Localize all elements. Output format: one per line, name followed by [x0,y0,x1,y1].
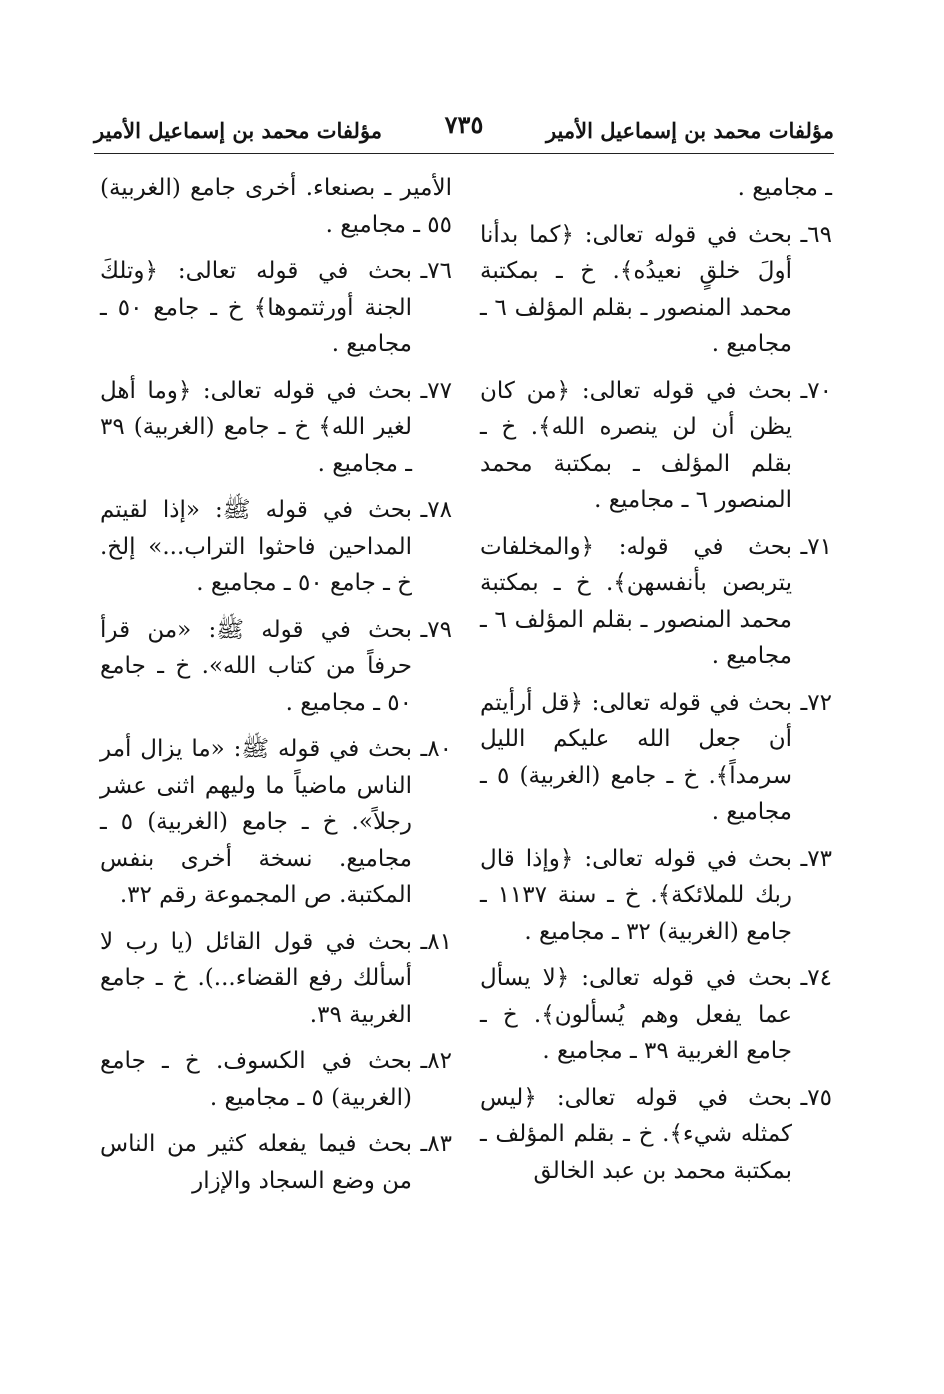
entry-text: بحث في قوله: ﴿والمخلفات يتربصن بأنفسهن﴾. خ ـ بمكتبة محمد المنصور ـ بقلم المؤلف ٦ ـ مجاميع . [480,533,792,669]
bibliography-entry [480,685,832,831]
bibliography-entry [480,960,832,1070]
entry-number: ٧٨ـ [420,497,452,523]
bibliography-entry [100,492,452,602]
entry-text: بحث في قوله تعالى: ﴿وإذا قال ربك للملائكة﴾. خ ـ سنة ١١٣٧ ـ جامع (الغربية) ٣٢ ـ مجاميع . [480,845,792,945]
entry-number: ٨٢ـ [420,1048,452,1074]
entry-text: بحث في قوله تعالى: ﴿لا يسأل عما يفعل وهم يُسألون﴾. خ ـ جامع الغربية ٣٩ ـ مجاميع . [480,965,792,1064]
bibliography-entry [480,373,832,519]
entry-number: ٧٠ـ [800,377,832,404]
entry-text: بحث في قوله تعالى: ﴿ليس كمثله شيء﴾. خ ـ بقلم المؤلف ـ بمكتبة محمد بن عبد الخالق [480,1084,792,1184]
bibliography-entry [100,253,452,363]
bibliography-entry [100,612,452,722]
bibliography-entry [100,1043,452,1116]
right-column [480,170,832,1199]
bibliography-entry [480,529,832,675]
entry-text: بحث في قوله ﷺ: «من قرأ حرفاً من كتاب الله». خ ـ جامع ٥٠ ـ مجاميع . [100,616,412,716]
page-number: ٧٣٥ [444,110,484,139]
entry-text: بحث في قوله تعالى: ﴿من كان يظن أن لن ينصره الله﴾. خ ـ بقلم المؤلف ـ بمكتبة محمد المنصور ٦ ـ مجاميع . [480,377,792,513]
left-column [100,170,452,1209]
entry-number: ٨١ـ [420,928,452,955]
entry-number: ٧٦ـ [420,258,452,284]
running-header [94,110,834,154]
entry-text: بحث في الكسوف. خ ـ جامع (الغربية) ٥ ـ مجاميع . [100,1048,412,1111]
entry-number: ٧٢ـ [800,689,832,716]
entry-number: ٧٧ـ [420,377,452,404]
entry-text: بحث في قوله تعالى: ﴿وما أهل لغير الله﴾ خ ـ جامع (الغربية) ٣٩ ـ مجاميع . [100,377,412,477]
entry-text: بحث فيما يفعله كثير من الناس من وضع السجاد والإزار [100,1131,412,1194]
entry-text: بحث في قوله ﷺ: «ما يزال أمر الناس ماضياً ما وليهم اثنى عشر رجلاً». خ ـ جامع (الغربية) ٥ ـ مجاميع. نسخة أخرى بنفس المكتبة. ص المجموعة رقم ٣٢. [100,736,412,908]
bibliography-entry [100,1126,452,1199]
entry-number: ٨٠ـ [420,736,452,762]
entry-text: بحث في قوله تعالى: ﴿وتلكَ الجنة أورثتموها﴾ خ ـ جامع ٥٠ ـ مجاميع . [100,258,412,357]
entry-number: ٧٩ـ [420,616,452,643]
bibliography-entry [480,217,832,363]
running-title-right: مؤلفات محمد بن إسماعيل الأمير [545,118,834,143]
bibliography-entry [100,373,452,483]
entry-text: بحث في قول القائل (يا رب لا أسألك رفع القضاء...). خ ـ جامع الغربية ٣٩. [100,928,412,1028]
entry-number: ٦٩ـ [800,221,832,248]
entry-text: بحث في قوله ﷺ: «إذا لقيتم المداحين فاحثوا التراب...» إلخ. خ ـ جامع ٥٠ ـ مجاميع . [100,497,412,596]
bibliography-entry [100,731,452,914]
entry-number: ٧٣ـ [800,845,832,872]
bibliography-entry [480,841,832,951]
entry-number: ٧٥ـ [800,1084,832,1111]
bibliography-entry [480,1080,832,1190]
continuation-text: ـ مجاميع . [737,175,832,201]
entry-number: ٧١ـ [800,533,832,560]
entry-number: ٧٤ـ [800,965,832,991]
continuation-text: الأمير ـ بصنعاء. أخرى جامع (الغربية) ٥٥ ـ مجاميع . [100,175,452,238]
header-divider [94,153,834,154]
bibliography-entry [100,924,452,1034]
running-title-left: مؤلفات محمد بن إسماعيل الأمير [94,118,383,143]
entry-number: ٨٣ـ [420,1131,452,1157]
entry-text: بحث في قوله تعالى: ﴿قل أرأيتم أن جعل الله عليكم الليل سرمداً﴾. خ ـ جامع (الغربية) ٥ ـ مجاميع . [480,689,792,825]
entry-text: بحث في قوله تعالى: ﴿كما بدأنا أولَ خلقٍ نعيدُه﴾. خ ـ بمكتبة محمد المنصور ـ بقلم المؤلف ٦ ـ مجاميع . [480,221,792,357]
